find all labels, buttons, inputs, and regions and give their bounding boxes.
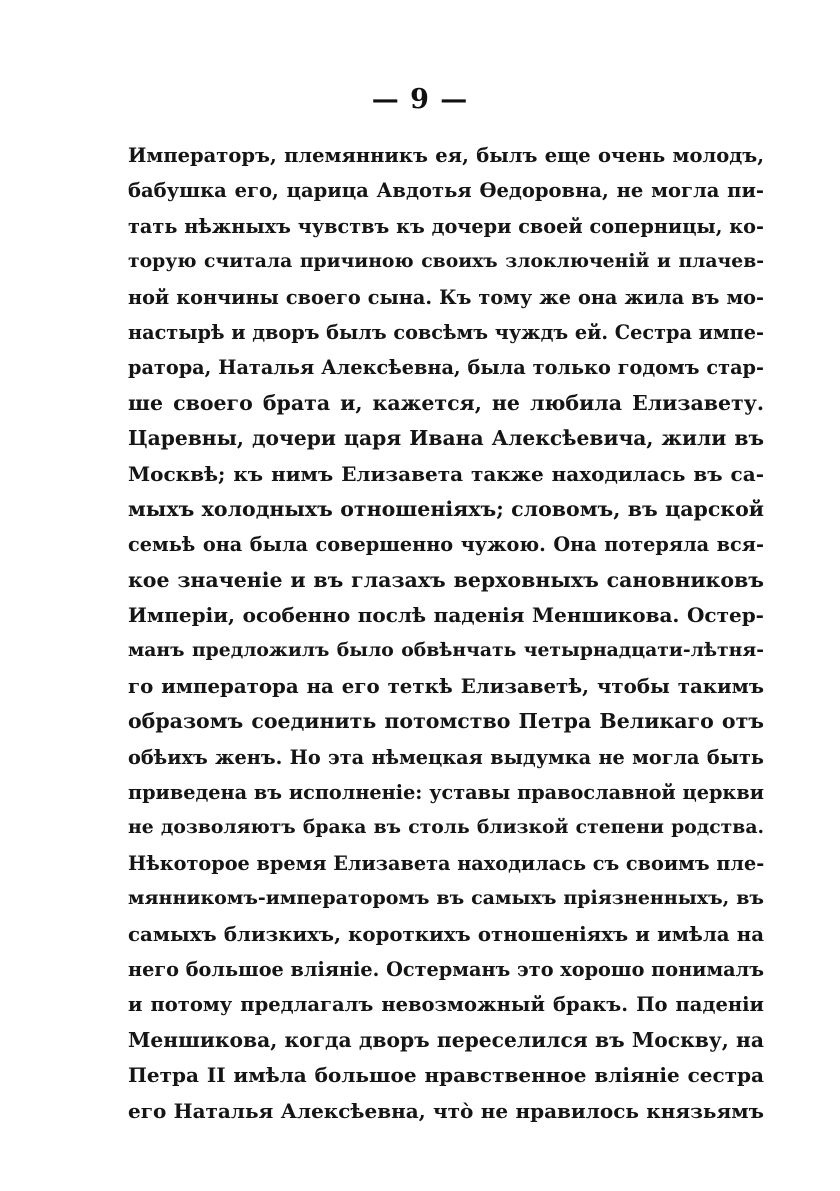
text-line: Нѣкоторое время Елизавета находилась съ своимъ пле-: [128, 851, 764, 875]
text-line: ше своего брата и, кажется, не любила Елизавету.: [128, 390, 764, 415]
text-line: го императора на его теткѣ Елизаветѣ, чтобы такимъ: [128, 673, 764, 698]
text-line: Императоръ, племянникъ ея, былъ еще очень молодъ,: [128, 144, 764, 167]
text-line: мянникомъ-императоромъ въ самыхъ пріязненныхъ, въ: [128, 887, 764, 910]
text-line: настырѣ и дворъ былъ совсѣмъ чуждъ ей. Сестра импе-: [128, 320, 764, 344]
text-line: ной кончины своего сына. Къ тому же она жила въ мо-: [128, 285, 764, 309]
text-line: образомъ соединить потомство Петра Великаго отъ: [128, 709, 764, 734]
text-line: мыхъ холодныхъ отношеніяхъ; словомъ, въ царской: [128, 496, 764, 521]
text-line: бабушка его, царица Авдотья Өедоровна, не могла пи-: [128, 179, 764, 203]
text-line: самыхъ близкихъ, короткихъ отношеніяхъ и имѣла на: [128, 921, 764, 946]
text-line: Царевны, дочери царя Ивана Алексѣевича, жили въ: [128, 426, 764, 451]
text-line: Меншикова, когда дворъ переселился въ Москву, на: [128, 1027, 764, 1052]
text-line: ратора, Наталья Алексѣевна, была только годомъ стар-: [128, 356, 764, 380]
text-line: торую считала причиною своихъ злоключеній и плачев-: [128, 250, 764, 273]
body-text: [128, 138, 764, 1129]
text-line: приведена въ исполненіе: уставы православной церкви: [128, 781, 764, 805]
text-line: тать нѣжныхъ чувствъ къ дочери своей соперницы, ко-: [128, 214, 764, 238]
text-line: Имперіи, особенно послѣ паденія Меншикова. Остер-: [128, 603, 764, 628]
text-line: Москвѣ; къ нимъ Елизавета также находилась въ са-: [128, 461, 764, 486]
text-line: манъ предложилъ было обвѣнчать четырнадцати-лѣтня-: [128, 639, 764, 662]
text-line: семьѣ она была совершенно чужою. Она потеряла вся-: [128, 533, 764, 557]
text-line: него большое вліяніе. Остерманъ это хорошо понималъ: [128, 957, 764, 981]
page-number: — 9 —: [371, 84, 469, 115]
text-line: и потому предлагалъ невозможный бракъ. По паденіи: [128, 993, 764, 1017]
text-line: не дозволяютъ брака въ столь близкой степени родства.: [128, 816, 764, 839]
text-line: его Наталья Алексѣевна, что̀ не нравилось князьямъ: [128, 1098, 764, 1123]
text-line: кое значеніе и въ глазахъ верховныхъ сановниковъ: [128, 567, 764, 592]
text-line: Петра II имѣла большое нравственное вліяніе сестра: [128, 1063, 764, 1088]
text-line: обѣихъ женъ. Но эта нѣмецкая выдумка не могла быть: [128, 745, 764, 769]
